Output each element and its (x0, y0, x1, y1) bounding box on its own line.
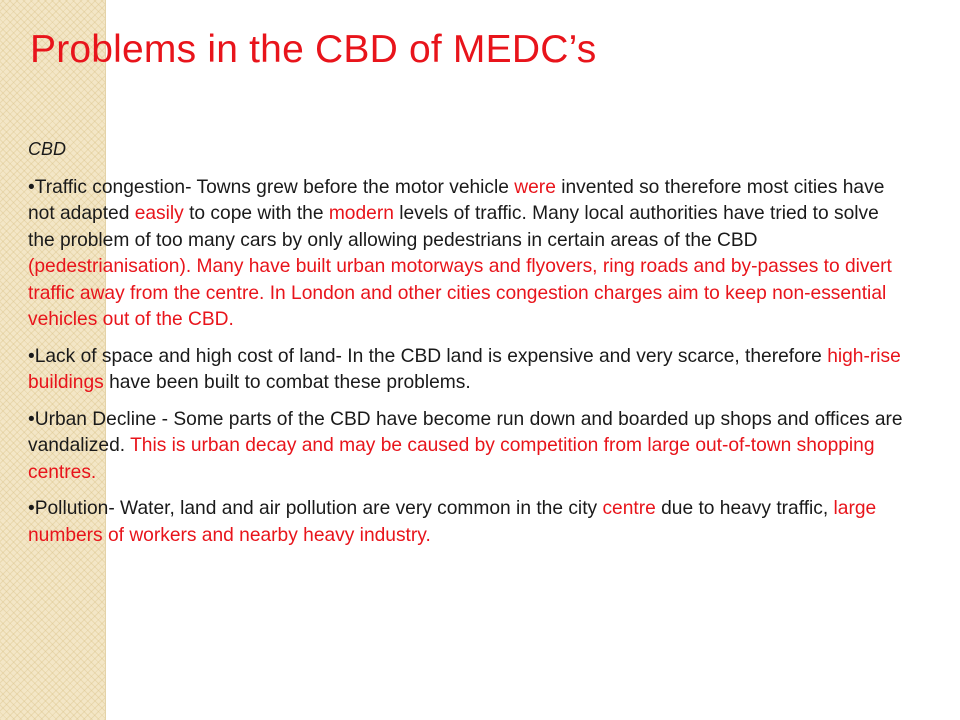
highlighted-text: were (514, 176, 556, 198)
highlighted-text: large numbers of workers and nearby heavy industry. (28, 498, 877, 546)
body-text: have been built to combat these problems. (103, 372, 471, 393)
body-text: invented so therefore most cities have not adapted (28, 176, 885, 224)
bullet-paragraph (28, 496, 908, 549)
bullet-paragraph (28, 407, 908, 487)
body-text: to cope with the (183, 203, 329, 224)
bullet-list (28, 175, 908, 550)
subheading: CBD (28, 139, 67, 159)
bullet-paragraph (28, 344, 908, 397)
body-text: •Pollution- Water, land and air pollution are very common in the city (28, 498, 603, 519)
body-text: •Urban Decline - Some parts of the CBD have become run down and boarded up shops and offices are vandalized. (28, 408, 903, 456)
body-text: •Traffic congestion- Towns grew before the motor vehicle (28, 176, 515, 198)
highlighted-text: (pedestrianisation). Many have built urban motorways and flyovers, ring roads and by-passes to divert traffic away from the centre. In London and other cities congestion charges aim to keep non-essential vehicles out of the CBD. (28, 256, 892, 330)
slide-body (28, 136, 908, 559)
highlighted-text: easily (134, 203, 184, 224)
highlighted-text: centre (602, 498, 656, 519)
slide-title: Problems in the CBD of MEDC’s (30, 28, 597, 71)
highlighted-text: This is urban decay and may be caused by competition from large out-of-town shopping centres. (28, 435, 875, 483)
highlighted-text: high-rise buildings (28, 345, 901, 393)
body-text: levels of traffic. Many local authorities have tried to solve the problem of too many cars by only allowing pedestrians in certain areas of the CBD (28, 203, 879, 251)
highlighted-text: modern (328, 203, 394, 224)
body-text: •Lack of space and high cost of land- In the CBD land is expensive and very scarce, therefore (28, 345, 828, 367)
body-text: due to heavy traffic, (655, 498, 834, 519)
bullet-paragraph (28, 175, 908, 334)
